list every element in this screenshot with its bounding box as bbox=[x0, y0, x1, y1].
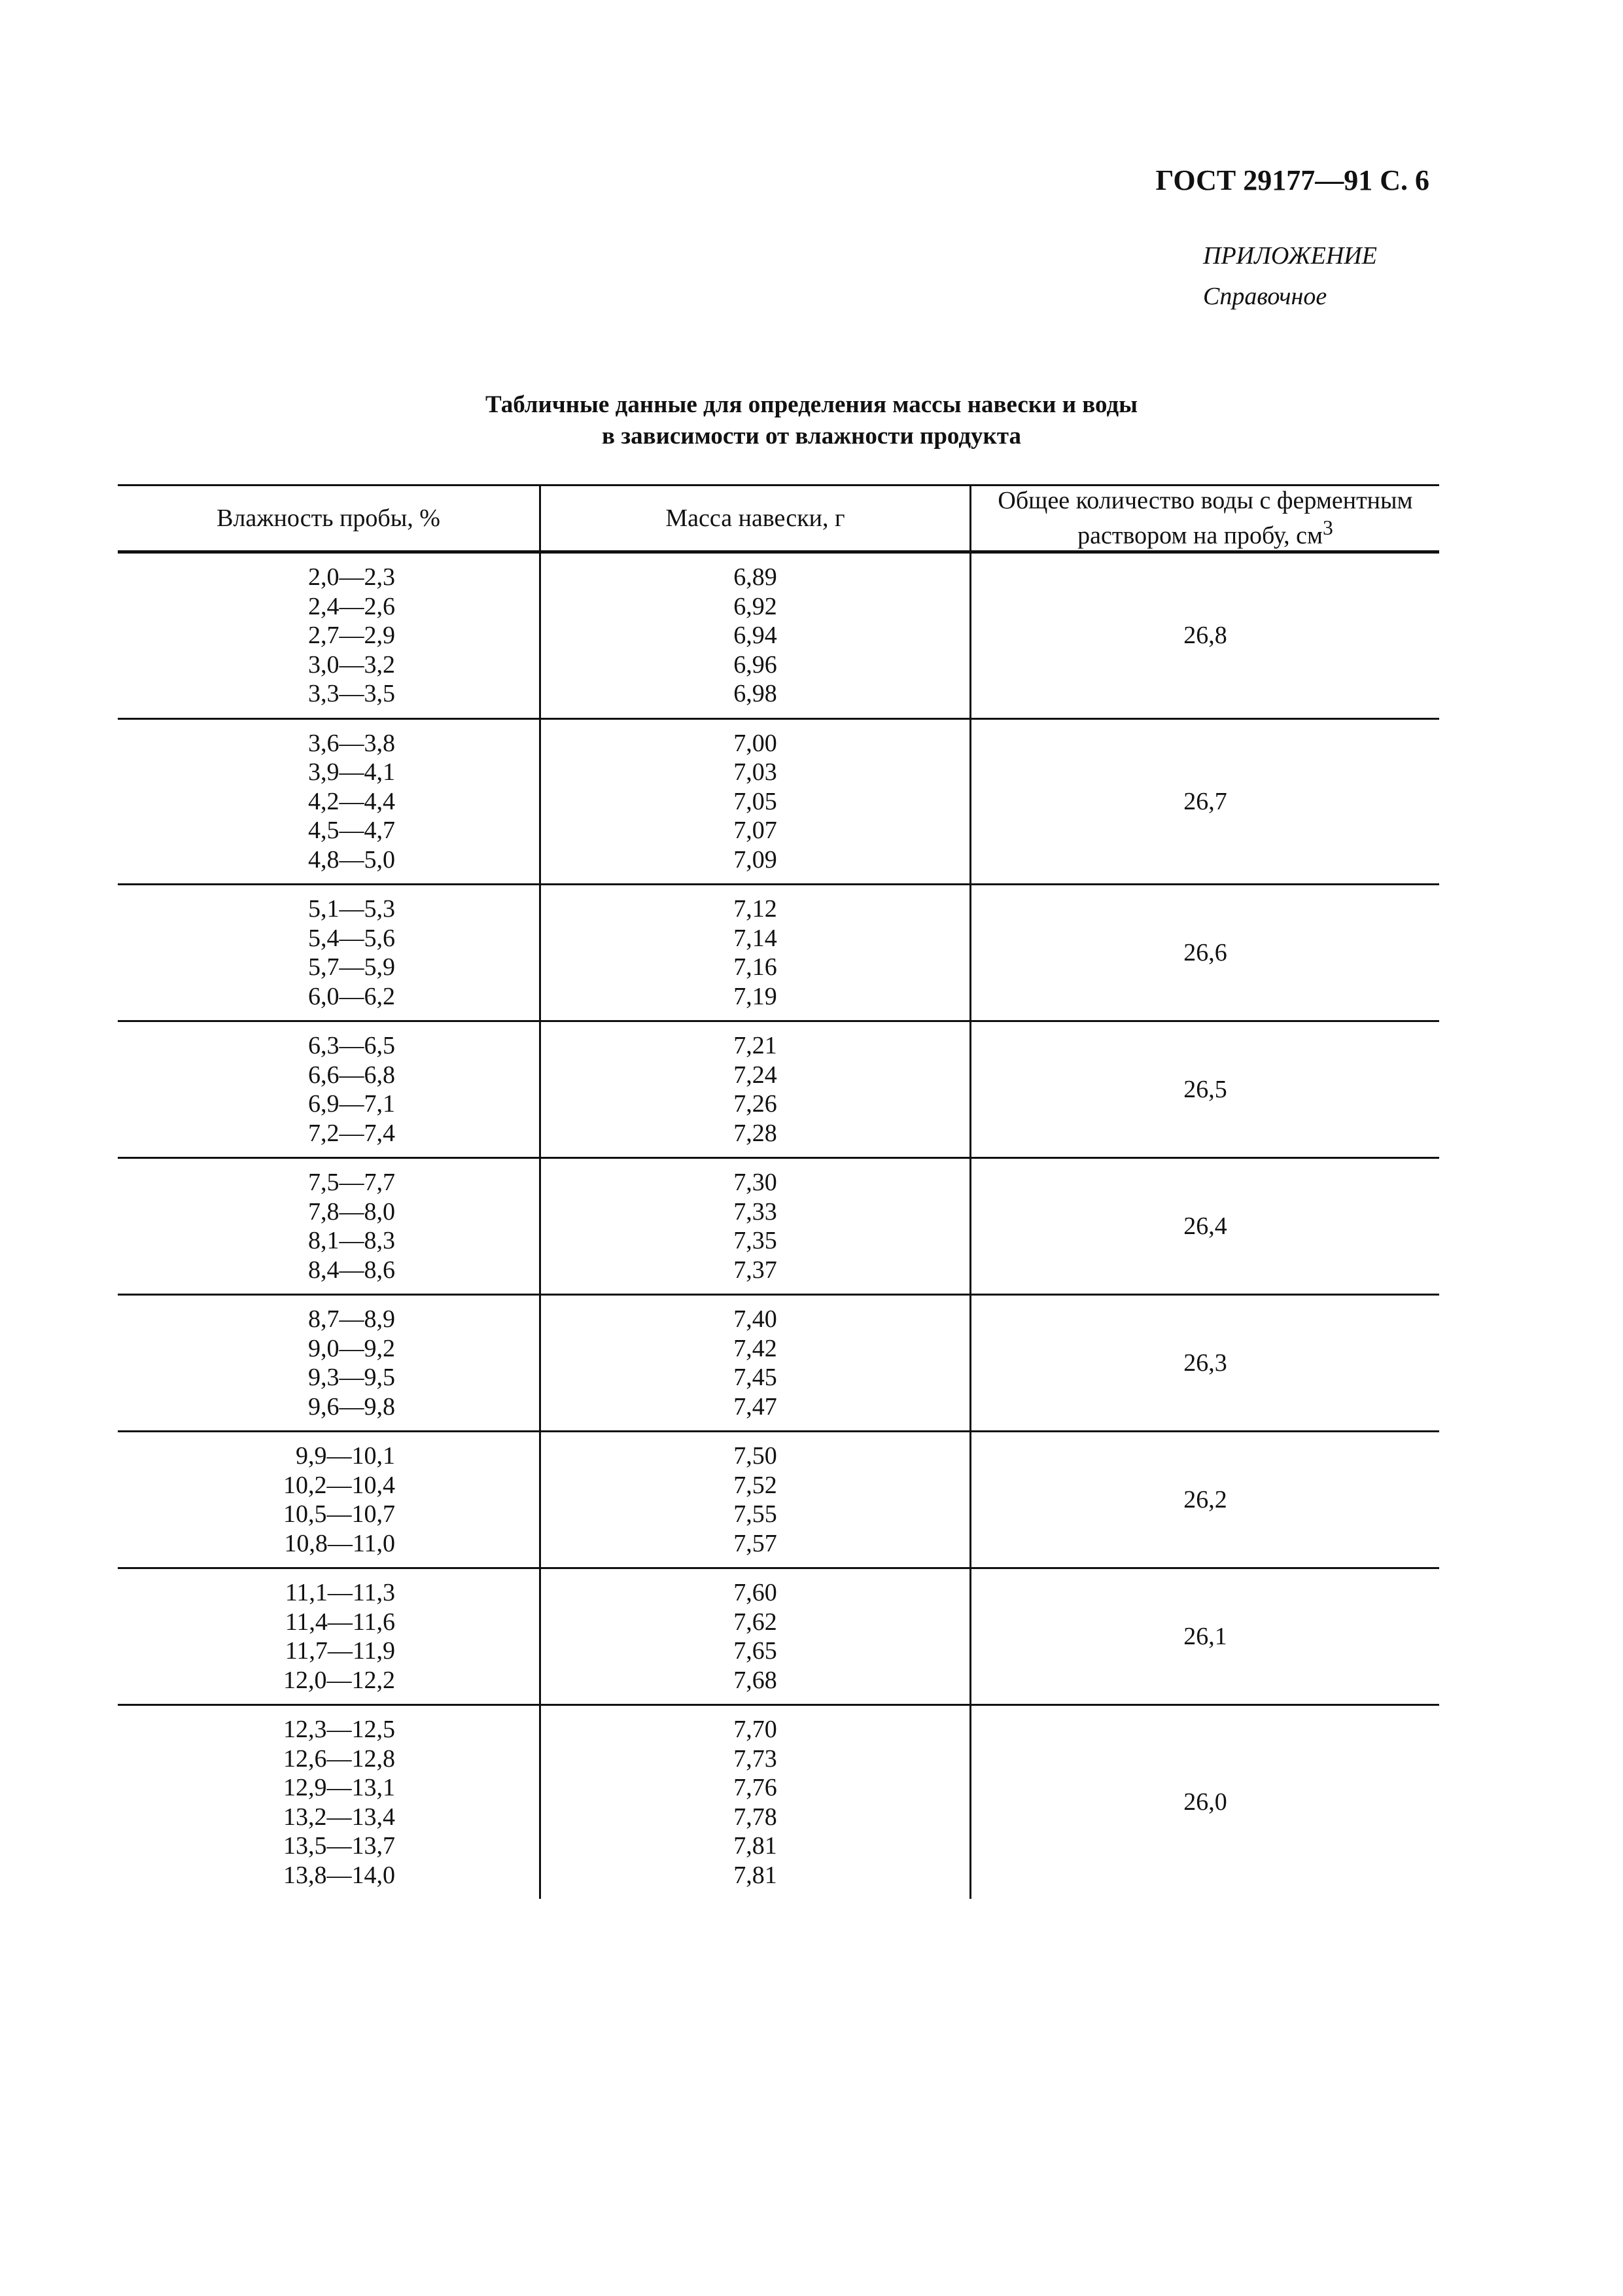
appendix-block bbox=[1203, 236, 1377, 317]
mass-value: 7,78 bbox=[733, 1803, 777, 1831]
moisture-value: 6,9—7,1 bbox=[308, 1090, 395, 1118]
table-row bbox=[118, 1705, 1439, 1899]
mass-value: 7,19 bbox=[733, 982, 777, 1010]
mass-value: 7,07 bbox=[733, 817, 777, 844]
mass-value: 7,45 bbox=[733, 1364, 777, 1391]
mass-cell bbox=[540, 1158, 971, 1295]
moisture-cell bbox=[118, 1705, 540, 1899]
moisture-value: 4,8—5,0 bbox=[308, 845, 395, 874]
mass-value: 7,12 bbox=[733, 895, 777, 923]
water-value: 26,6 bbox=[971, 885, 1440, 1021]
moisture-value: 3,6—3,8 bbox=[308, 729, 395, 757]
table-header-row bbox=[118, 486, 1439, 552]
mass-value: 7,57 bbox=[733, 1529, 777, 1557]
header-moisture: Влажность пробы, % bbox=[118, 486, 540, 552]
moisture-value: 9,3—9,5 bbox=[308, 1364, 395, 1391]
moisture-cell bbox=[118, 1158, 540, 1295]
mass-value: 7,42 bbox=[733, 1334, 777, 1362]
mass-value: 7,65 bbox=[733, 1637, 777, 1665]
moisture-value: 11,1—11,3 bbox=[285, 1579, 395, 1606]
table-title-line-2: в зависимости от влажности продукта bbox=[601, 423, 1021, 450]
moisture-value: 8,1—8,3 bbox=[308, 1227, 395, 1254]
mass-value: 7,81 bbox=[733, 1832, 777, 1860]
moisture-value: 10,5—10,7 bbox=[283, 1500, 395, 1528]
water-value: 26,0 bbox=[971, 1705, 1440, 1899]
mass-cell bbox=[540, 1568, 971, 1705]
mass-value: 7,35 bbox=[733, 1227, 777, 1254]
moisture-value: 12,3—12,5 bbox=[283, 1716, 395, 1743]
moisture-value: 13,5—13,7 bbox=[283, 1832, 395, 1860]
moisture-value: 6,0—6,2 bbox=[308, 982, 395, 1010]
table-row bbox=[118, 1568, 1439, 1705]
mass-value: 7,55 bbox=[733, 1500, 777, 1528]
moisture-value: 8,7—8,9 bbox=[308, 1305, 395, 1333]
mass-value: 6,94 bbox=[733, 622, 777, 649]
moisture-value: 10,8—11,0 bbox=[284, 1529, 395, 1557]
mass-value: 7,26 bbox=[733, 1090, 777, 1118]
moisture-cell bbox=[118, 885, 540, 1021]
data-table bbox=[118, 484, 1439, 1899]
mass-value: 6,92 bbox=[733, 592, 777, 620]
water-value: 26,5 bbox=[971, 1021, 1440, 1158]
header-water bbox=[971, 486, 1440, 552]
moisture-cell bbox=[118, 552, 540, 719]
moisture-value: 9,0—9,2 bbox=[308, 1334, 395, 1362]
moisture-value: 12,9—13,1 bbox=[283, 1774, 395, 1801]
mass-value: 7,03 bbox=[733, 758, 777, 786]
table-row bbox=[118, 1158, 1439, 1295]
moisture-cell bbox=[118, 1295, 540, 1432]
header-mass: Масса навески, г bbox=[540, 486, 971, 552]
table-title bbox=[0, 389, 1623, 452]
mass-value: 7,16 bbox=[733, 953, 777, 981]
moisture-cell bbox=[118, 1568, 540, 1705]
moisture-value: 12,0—12,2 bbox=[283, 1666, 395, 1694]
table-row bbox=[118, 552, 1439, 719]
mass-value: 7,33 bbox=[733, 1197, 777, 1226]
water-value: 26,3 bbox=[971, 1295, 1440, 1432]
moisture-value: 4,2—4,4 bbox=[308, 787, 395, 815]
moisture-value: 2,0—2,3 bbox=[308, 563, 395, 591]
mass-value: 7,62 bbox=[733, 1608, 777, 1636]
header-water-text: Общее количество воды с ферментным раствором на пробу, см bbox=[998, 487, 1413, 550]
mass-value: 7,37 bbox=[733, 1256, 777, 1284]
mass-value: 6,98 bbox=[733, 680, 777, 707]
mass-value: 7,00 bbox=[733, 729, 777, 757]
appendix-label: ПРИЛОЖЕНИЕ bbox=[1203, 242, 1377, 270]
moisture-value: 6,6—6,8 bbox=[308, 1061, 395, 1089]
mass-value: 7,09 bbox=[733, 845, 777, 874]
moisture-value: 5,7—5,9 bbox=[308, 953, 395, 981]
water-value: 26,7 bbox=[971, 718, 1440, 885]
mass-value: 6,96 bbox=[733, 650, 777, 679]
moisture-cell bbox=[118, 1021, 540, 1158]
moisture-value: 3,0—3,2 bbox=[308, 650, 395, 679]
moisture-value: 11,7—11,9 bbox=[285, 1637, 395, 1665]
moisture-value: 5,1—5,3 bbox=[308, 895, 395, 923]
moisture-value: 4,5—4,7 bbox=[308, 817, 395, 844]
mass-cell bbox=[540, 1705, 971, 1899]
moisture-value: 2,4—2,6 bbox=[308, 592, 395, 620]
mass-value: 7,28 bbox=[733, 1119, 777, 1147]
mass-value: 7,73 bbox=[733, 1744, 777, 1773]
table-title-line-1: Табличные данные для определения массы навески и воды bbox=[485, 391, 1138, 418]
mass-cell bbox=[540, 885, 971, 1021]
water-value: 26,2 bbox=[971, 1432, 1440, 1568]
moisture-value: 9,6—9,8 bbox=[308, 1392, 395, 1421]
document-code: ГОСТ 29177—91 С. 6 bbox=[1155, 164, 1429, 196]
mass-value: 7,76 bbox=[733, 1774, 777, 1801]
mass-value: 7,70 bbox=[733, 1716, 777, 1743]
water-value: 26,8 bbox=[1183, 622, 1227, 649]
table-row bbox=[118, 885, 1439, 1021]
moisture-value: 12,6—12,8 bbox=[283, 1744, 395, 1773]
moisture-value: 13,2—13,4 bbox=[283, 1803, 395, 1831]
table-row bbox=[118, 1432, 1439, 1568]
table-row bbox=[118, 718, 1439, 885]
table-row bbox=[118, 1295, 1439, 1432]
moisture-value: 7,5—7,7 bbox=[308, 1169, 395, 1196]
water-value: 26,1 bbox=[971, 1568, 1440, 1705]
mass-value: 7,68 bbox=[733, 1666, 777, 1694]
mass-value: 7,40 bbox=[733, 1305, 777, 1333]
mass-cell bbox=[540, 1295, 971, 1432]
moisture-value: 10,2—10,4 bbox=[283, 1471, 395, 1499]
mass-value: 7,05 bbox=[733, 787, 777, 815]
mass-value: 7,81 bbox=[733, 1861, 777, 1889]
mass-value: 7,47 bbox=[733, 1392, 777, 1421]
moisture-value: 7,2—7,4 bbox=[308, 1119, 395, 1147]
mass-cell bbox=[540, 1432, 971, 1568]
mass-value: 7,50 bbox=[733, 1442, 777, 1470]
moisture-value: 6,3—6,5 bbox=[308, 1032, 395, 1059]
moisture-value: 2,7—2,9 bbox=[308, 622, 395, 649]
mass-value: 7,21 bbox=[733, 1032, 777, 1059]
moisture-cell bbox=[118, 1432, 540, 1568]
moisture-value: 9,9—10,1 bbox=[296, 1442, 395, 1470]
moisture-value: 3,3—3,5 bbox=[308, 680, 395, 707]
mass-value: 7,60 bbox=[733, 1579, 777, 1606]
mass-cell bbox=[540, 718, 971, 885]
moisture-value: 3,9—4,1 bbox=[308, 758, 395, 786]
moisture-value: 7,8—8,0 bbox=[308, 1197, 395, 1226]
water-value: 26,4 bbox=[971, 1158, 1440, 1295]
moisture-value: 11,4—11,6 bbox=[285, 1608, 395, 1636]
table-body bbox=[118, 552, 1439, 1899]
moisture-value: 5,4—5,6 bbox=[308, 924, 395, 952]
mass-cell bbox=[540, 1021, 971, 1158]
mass-value: 7,14 bbox=[733, 924, 777, 952]
moisture-value: 8,4—8,6 bbox=[308, 1256, 395, 1284]
mass-value: 7,30 bbox=[733, 1169, 777, 1196]
mass-value: 7,24 bbox=[733, 1061, 777, 1089]
mass-value: 6,89 bbox=[733, 563, 777, 591]
mass-cell bbox=[540, 552, 971, 719]
mass-value: 7,52 bbox=[733, 1471, 777, 1499]
moisture-value: 13,8—14,0 bbox=[283, 1861, 395, 1889]
moisture-cell bbox=[118, 718, 540, 885]
header-water-unit-sup: 3 bbox=[1323, 516, 1333, 540]
appendix-type: Справочное bbox=[1203, 283, 1327, 310]
table-row bbox=[118, 1021, 1439, 1158]
